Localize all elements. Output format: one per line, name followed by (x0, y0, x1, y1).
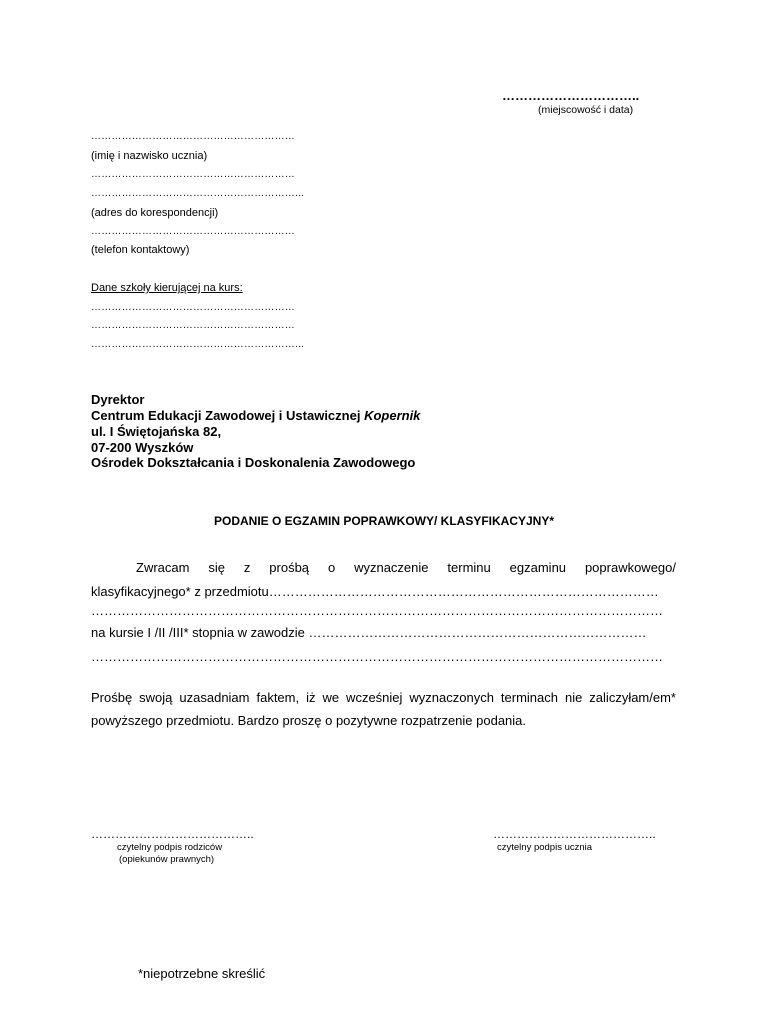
recipient-line-2 (91, 408, 420, 424)
address-dots-1: …………………………………………………… (91, 169, 295, 180)
paragraph-1-line-4: na kursie I /II /III* stopnia w zawodzie …………………………………………………………………… (91, 625, 647, 640)
parents-signature-dots: ………………………………….. (91, 827, 254, 841)
recipient-line-4: 07-200 Wyszków (91, 440, 194, 455)
student-name-label: (imię i nazwisko ucznia) (91, 150, 208, 162)
place-date-dots: ………………………….. (502, 88, 640, 103)
recipient-line-5: Ośrodek Dokształcania i Doskonalenia Zawodowego (91, 455, 416, 470)
address-label: (adres do korespondencji) (91, 207, 219, 219)
parents-signature-label-2: (opiekunów prawnych) (119, 854, 215, 865)
school-data-label: Dane szkoły kierującej na kurs: (91, 282, 243, 294)
phone-dots: …………………………………………………… (91, 226, 295, 237)
paragraph-1-line-1: Zwracam się z prośbą o wyznaczenie terminu egzaminu poprawkowego/ (136, 560, 676, 575)
student-name-dots: …………………………………………………… (91, 131, 295, 142)
school-dots-3: ……………………………………………………... (91, 339, 304, 350)
student-signature-label: czytelny podpis ucznia (497, 842, 593, 853)
paragraph-1-line-3: …………………………………………………………………………………………………………………… (91, 603, 663, 618)
recipient-line-3: ul. I Świętojańska 82, (91, 424, 222, 439)
school-dots-1: …………………………………………………… (91, 302, 295, 313)
place-date-label: (miejscowość i data) (538, 104, 634, 116)
parents-signature-label-1: czytelny podpis rodziców (117, 842, 223, 853)
recipient-line-2-italic: Kopernik (364, 408, 421, 423)
recipient-line-2-text: Centrum Edukacji Zawodowej i Ustawicznej (91, 408, 365, 423)
recipient-line-1: Dyrektor (91, 392, 145, 407)
phone-label: (telefon kontaktowy) (91, 244, 190, 256)
paragraph-2-line-2: powyższego przedmiotu. Bardzo proszę o pozytywne rozpatrzenie podania. (91, 713, 527, 728)
address-dots-2: ……………………………………………………... (91, 188, 304, 199)
school-dots-2: …………………………………………………… (91, 320, 295, 331)
paragraph-2-line-1: Prośbę swoją uzasadniam faktem, iż we wcześniej wyznaczonych terminach nie zaliczyłam/em* (91, 690, 676, 705)
document-title: PODANIE O EGZAMIN POPRAWKOWY/ KLASYFIKACYJNY* (213, 514, 555, 528)
footnote: *niepotrzebne skreślić (138, 966, 266, 981)
student-signature-dots: ………………………………….. (493, 827, 656, 841)
paragraph-1-line-2: klasyfikacyjnego* z przedmiotu……………………………………………………………………………… (91, 584, 659, 599)
paragraph-1-line-5: …………………………………………………………………………………………………………………… (91, 649, 663, 664)
